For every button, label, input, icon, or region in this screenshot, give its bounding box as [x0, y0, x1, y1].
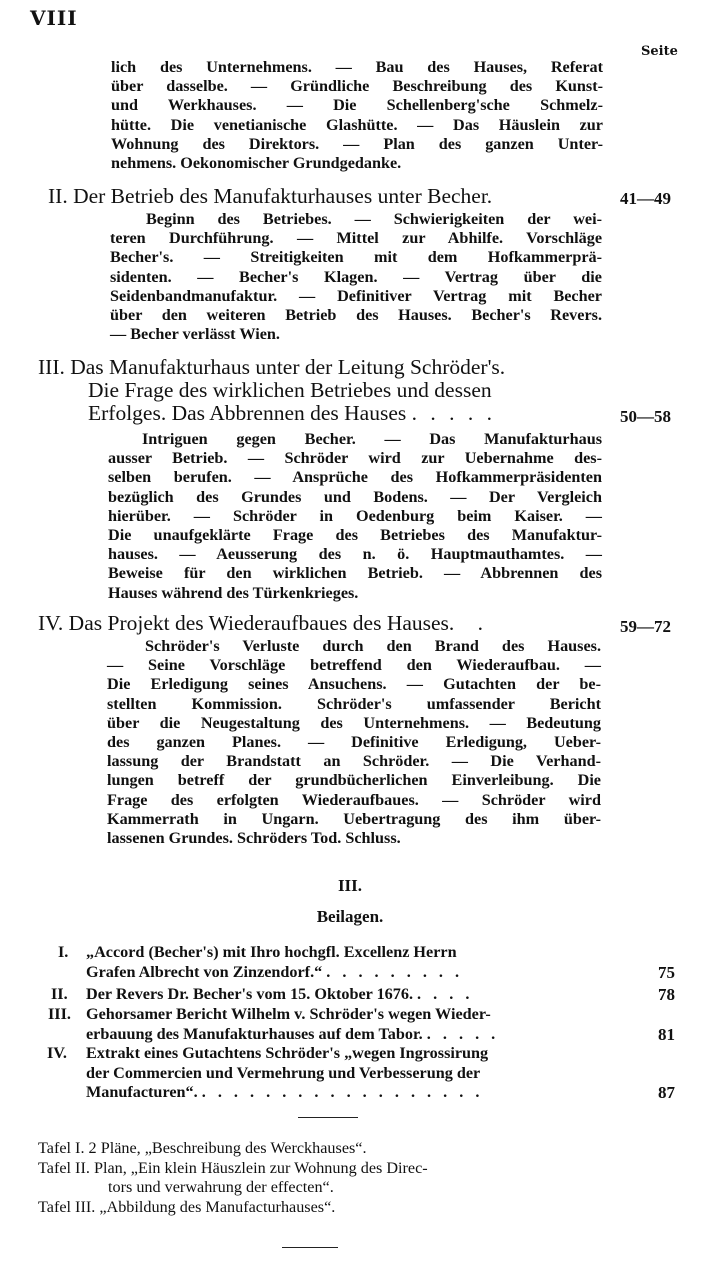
beilage-entry: [86, 1044, 606, 1103]
leader-dots: .: [477, 611, 488, 635]
leader-dots: . . . . . . . . . . . . . . . . . .: [201, 1083, 484, 1101]
summary-line: Die Erledigung seines Ansuchens. — Gutachten der be-: [107, 675, 601, 694]
section-title: Beilagen.: [316, 907, 384, 926]
leader-dots: . . . . .: [411, 401, 496, 425]
summary-line: stellten Kommission. Schröder's umfassender Bericht: [107, 694, 601, 713]
summary-line: und Werkhauses. — Die Schellenberg'sche Schmelz-: [111, 96, 603, 115]
chapter-summary-iii: [108, 430, 602, 603]
beilage-numeral: II.: [51, 985, 68, 1003]
summary-line: lungen betreff der grundbücherlichen Einverleibung. Die: [107, 771, 601, 790]
beilage-entry: [86, 985, 606, 1005]
beilage-entry: [86, 1005, 606, 1044]
chapter-pages: 50—58: [620, 407, 671, 426]
summary-line: Beginn des Betriebes. — Schwierigkeiten der wei-: [146, 210, 602, 228]
summary-line: Intriguen gegen Becher. — Das Manufakturhaus: [142, 430, 602, 448]
tafel-line: 2 Pläne, „Beschreibung des Werckhauses“.: [88, 1139, 367, 1157]
tafel-line: tors und verwahrung der effecten“.: [108, 1178, 334, 1196]
tafel-label: Tafel I.: [38, 1139, 85, 1157]
summary-line: — Seine Vorschläge betreffend den Wiederaufbau. —: [107, 656, 601, 675]
leader-dots: . . . . . . . . .: [326, 962, 464, 981]
chapter-summary-ii: [110, 210, 602, 344]
beilage-line: „Accord (Becher's) mit Ihro hochgfl. Excellenz Herrn: [86, 943, 457, 961]
section-numeral: III.: [337, 876, 363, 895]
chapter-pages: 59—72: [620, 617, 671, 636]
summary-line: Kammerrath in Ungarn. Uebertragung des ihm über-: [107, 809, 601, 828]
leader-dots: . . . .: [417, 985, 474, 1003]
summary-line: nehmens. Oekonomischer Grundgedanke.: [111, 154, 402, 173]
summary-line: Schröder's Verluste durch den Brand des Hauses.: [145, 637, 601, 655]
beilage-line: Manufacturen“.: [86, 1083, 198, 1101]
beilage-numeral: IV.: [47, 1044, 67, 1062]
leader-dots: . . . . .: [426, 1024, 500, 1043]
divider-rule: [282, 1247, 338, 1248]
summary-line: Seidenbandmanufaktur. — Definitiver Vertrag mit Becher: [110, 286, 602, 305]
chapter-summary-iv: [107, 637, 601, 848]
summary-line: sidenten. — Becher's Klagen. — Vertrag über die: [110, 267, 602, 286]
beilage-page: 81: [658, 1025, 675, 1044]
summary-line: selben berufen. — Ansprüche des Hofkammerpräsidenten: [108, 468, 602, 487]
summary-line: über den weiteren Betrieb des Hauses. Becher's Revers.: [110, 306, 602, 325]
beilage-page: 75: [658, 963, 675, 982]
summary-line: Die unaufgeklärte Frage des Betriebes des Manufaktur-: [108, 526, 602, 545]
chapter-numeral: IV.: [38, 611, 64, 635]
beilage-numeral: III.: [48, 1005, 71, 1023]
summary-line: Wohnung des Direktors. — Plan des ganzen Unter-: [111, 134, 603, 153]
intro-summary: [111, 58, 603, 173]
beilage-line: Grafen Albrecht von Zinzendorf.“: [86, 962, 323, 981]
beilage-page: 87: [658, 1083, 675, 1102]
summary-line: lich des Unternehmens. — Bau des Hauses, Referat: [111, 58, 603, 76]
chapter-title-line: Das Manufakturhaus unter der Leitung Schröder's.: [70, 355, 506, 379]
chapter-title: Das Projekt des Wiederaufbaues des Hauses.: [68, 611, 455, 635]
beilage-numeral: I.: [58, 943, 69, 961]
tafel-label: Tafel II.: [38, 1158, 90, 1177]
summary-line: hierüber. — Schröder in Oedenburg beim Kaiser. —: [108, 506, 602, 525]
beilage-page: 78: [658, 985, 675, 1004]
chapter-title: Der Betrieb des Manufakturhauses unter Becher.: [73, 184, 493, 208]
summary-line: hauses. — Aeusserung des n. ö. Hauptmauthamtes. —: [108, 545, 602, 564]
beilage-line: Extrakt eines Gutachtens Schröder's „wegen Ingrossirung: [86, 1044, 489, 1062]
tafel-line: Plan, „Ein klein Häuszlein zur Wohnung des Direc-: [93, 1158, 428, 1177]
chapter-heading-iv: [38, 612, 608, 635]
summary-line: des ganzen Planes. — Definitive Erledigung, Ueber-: [107, 733, 601, 752]
summary-line: lassenen Grundes. Schröders Tod. Schluss.: [107, 829, 401, 848]
summary-line: — Becher verlässt Wien.: [110, 325, 280, 344]
summary-line: über die Neugestaltung des Unternehmens. — Bedeutung: [107, 713, 601, 732]
tafel-line: „Abbildung des Manufacturhauses“.: [99, 1197, 336, 1216]
summary-line: ausser Betrieb. — Schröder wird zur Uebernahme des-: [108, 449, 602, 468]
divider-rule: [298, 1117, 358, 1118]
beilage-line: erbauung des Manufakturhauses auf dem Tabor.: [86, 1024, 423, 1043]
beilage-line: Der Revers Dr. Becher's vom 15. Oktober 1676.: [86, 985, 413, 1003]
summary-line: hütte. Die venetianische Glashütte. — Das Häuslein zur: [111, 115, 603, 134]
summary-line: bezüglich des Grundes und Bodens. — Der Vergleich: [108, 487, 602, 506]
summary-line: lassung der Brandstatt an Schröder. — Die Verhand-: [107, 752, 601, 771]
summary-line: Hauses während des Türkenkrieges.: [108, 583, 359, 602]
summary-line: teren Durchführung. — Mittel zur Abhilfe. Vorschläge: [110, 229, 602, 248]
tafel-list: [38, 1139, 608, 1217]
beilage-line: der Commercien und Vermehrung und Verbesserung der: [86, 1063, 481, 1082]
summary-line: Becher's. — Streitigkeiten mit dem Hofkammerprä-: [110, 248, 602, 267]
tafel-label: Tafel III.: [38, 1197, 96, 1216]
summary-line: Beweise für den wirklichen Betrieb. — Abbrennen des: [108, 564, 602, 583]
summary-line: über dasselbe. — Gründliche Beschreibung des Kunst-: [111, 77, 603, 96]
beilage-entry: [86, 943, 606, 982]
chapter-heading-iii: [38, 356, 608, 425]
chapter-pages: 41—49: [620, 189, 671, 208]
chapter-numeral: II.: [48, 184, 68, 208]
chapter-heading-ii: [48, 185, 608, 208]
chapter-title-line: Die Frage des wirklichen Betriebes und dessen: [88, 378, 492, 402]
summary-line: Frage des erfolgten Wiederaufbaues. — Schröder wird: [107, 790, 601, 809]
seite-column-label: Seite: [641, 44, 678, 59]
page-number: VIII: [30, 6, 78, 30]
chapter-title-line: Erfolges. Das Abbrennen des Hauses: [88, 401, 407, 425]
beilage-line: Gehorsamer Bericht Wilhelm v. Schröder's wegen Wieder-: [86, 1005, 491, 1023]
chapter-numeral: III.: [38, 355, 65, 379]
